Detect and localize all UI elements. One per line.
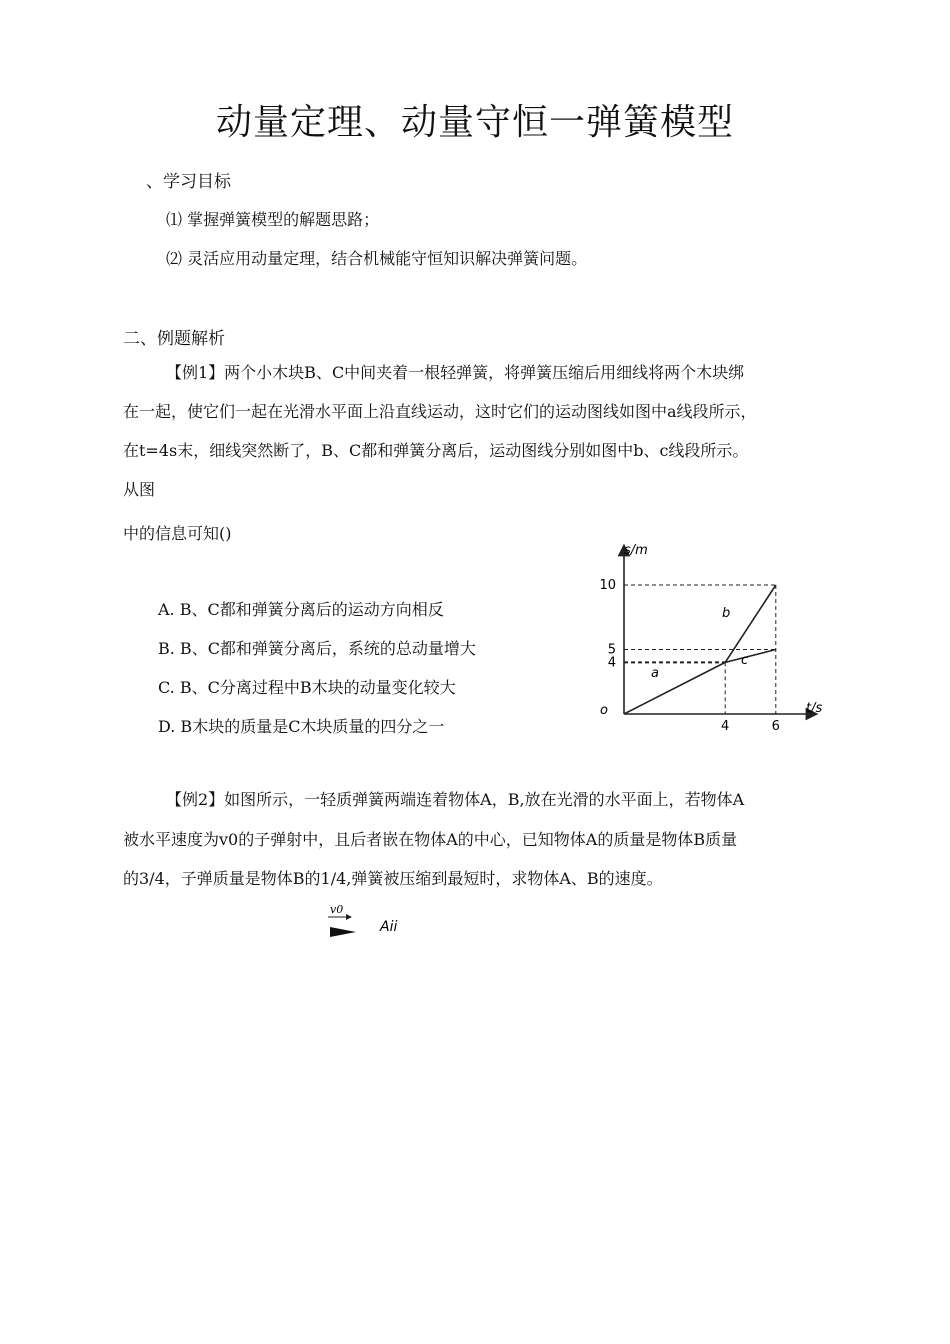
option-a: A. B、C都和弹簧分离后的运动方向相反 xyxy=(158,600,444,619)
goal-item-2: ⑵ 灵活应用动量定理，结合机械能守恒知识解决弹簧问题。 xyxy=(166,249,588,268)
bullet-figure xyxy=(322,900,422,940)
x-tick-label-6: 6 xyxy=(771,719,780,734)
page-title: 动量定理、动量守恒一弹簧模型 xyxy=(215,102,734,143)
example1-line-1: 【例1】两个小木块B、C中间夹着一根轻弹簧，将弹簧压缩后用细线将两个木块绑 xyxy=(166,363,745,382)
blocks-label: Aii xyxy=(380,919,398,935)
origin-label: o xyxy=(600,703,608,718)
series-line-a xyxy=(624,662,725,714)
section-heading-goals: 、学习目标 xyxy=(146,172,231,192)
bullet-icon xyxy=(330,927,356,937)
x-tick-label-4: 4 xyxy=(721,719,730,734)
x-axis-label: t/s xyxy=(806,701,823,716)
example1-line-5: 中的信息可知() xyxy=(123,524,232,543)
example2-line-3: 的3/4，子弹质量是物体B的1/4,弹簧被压缩到最短时，求物体A、B的速度。 xyxy=(123,869,663,888)
goal-item-1: ⑴ 掌握弹簧模型的解题思路； xyxy=(166,210,380,229)
y-tick-label-4: 4 xyxy=(607,655,616,671)
y-tick-label-5: 5 xyxy=(607,642,616,658)
velocity-arrowhead-icon xyxy=(346,914,352,920)
line-label-b: b xyxy=(722,606,731,621)
y-axis-label: s/m xyxy=(624,543,648,558)
option-b: B. B、C都和弹簧分离后，系统的总动量增大 xyxy=(158,639,476,658)
example1-line-4: 从图 xyxy=(123,480,156,499)
st-graph xyxy=(580,540,850,740)
line-label-a: a xyxy=(651,666,659,681)
example1-line-3: 在t=4s末，细线突然断了，B、C都和弹簧分离后，运动图线分别如图中b、c线段所示。 xyxy=(123,441,749,460)
example2-line-2: 被水平速度为v0的子弹射中，且后者嵌在物体A的中心，已知物体A的质量是物体B质量 xyxy=(123,830,738,849)
velocity-label: v0 xyxy=(330,903,344,916)
section-heading-examples: 二、例题解析 xyxy=(123,329,225,349)
line-label-c: c xyxy=(741,653,749,668)
option-d: D. B木块的质量是C木块质量的四分之一 xyxy=(158,717,445,736)
y-tick-label-10: 10 xyxy=(599,578,616,593)
option-c: C. B、C分离过程中B木块的动量变化较大 xyxy=(158,678,456,697)
example2-line-1: 【例2】如图所示，一轻质弹簧两端连着物体A，B,放在光滑的水平面上，若物体A xyxy=(166,790,745,809)
example1-line-2: 在一起，使它们一起在光滑水平面上沿直线运动，这时它们的运动图线如图中a线段所示， xyxy=(123,402,757,421)
